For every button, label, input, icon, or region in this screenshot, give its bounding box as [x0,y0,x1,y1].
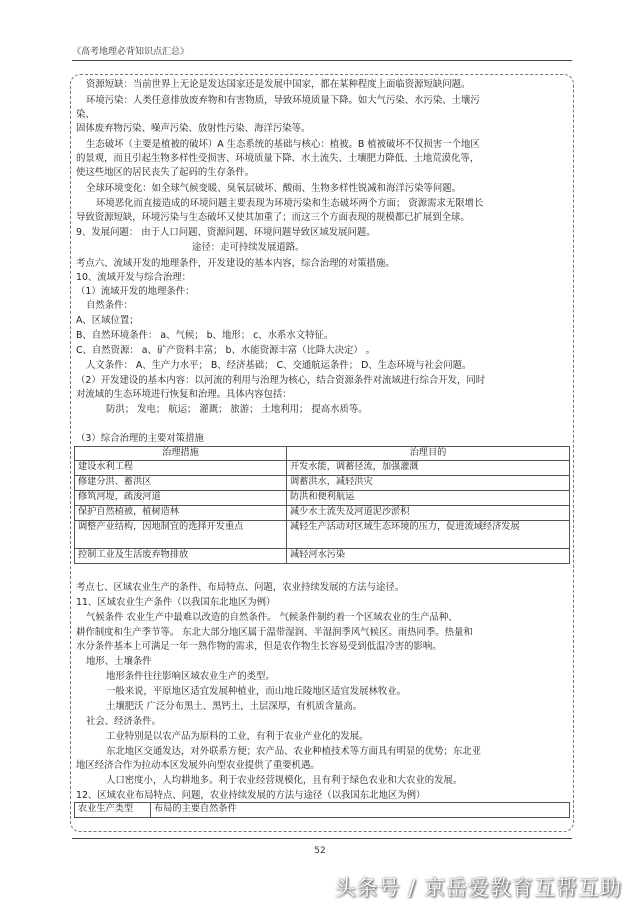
text-line: 水分条件基本上可满足一年一熟作物的需求，但是农作物生长容易受到低温冷害的影响。 [76,641,442,652]
text-line: 环境恶化而直接造成的环境问题主要表现为环境污染和生态破坏两个方面； 资源需求无限增长 [96,198,484,209]
table-header-cell: 治理目的 [287,447,570,461]
text-line: 工业特别是以农产品为原料的工业，有利于农业产业化的发展。 [106,731,369,742]
text-line: 耕作制度和生产季节等。 东北大部分地区属于温带湿润、半湿润季风气候区。雨热同季。热量和 [76,627,473,638]
document-header-title: 《高考地理必背知识点汇总》 [72,47,190,57]
text-line: 9、发展问题： 由于人口问题、资源问题、环境问题导致区域发展问题。 [76,227,376,238]
text-line: 固体废弃物污染、噪声污染、放射性污染、海洋污染等。 [76,123,311,134]
table-cell: 开发水能，调蓄径流，加强灌溉 [287,461,570,476]
header-rule [72,60,572,61]
table-cell: 调蓄洪水，减轻洪灾 [287,476,570,491]
text-line: 人文条件： A、生产力水平； B、经济基础； C、交通航运条件； D、生态环境与社会问题。 [86,360,472,371]
measures-table [74,446,570,564]
text-line: 全球环境变化：如全球气候变暖、臭氧层破坏、酸雨、生物多样性锐减和海洋污染等问题。 [86,183,462,194]
text-line: 自然条件： [86,300,133,311]
text-line: 使这些地区的居民丧失了起码的生存条件。 [76,167,255,178]
table-row [75,491,570,506]
text-line: 一般来说，平原地区适宜发展种植业，而山地丘陵地区适宜发展林牧业。 [106,686,407,697]
table-header-cell: 农业生产类型 [75,803,151,818]
text-line: 东北地区交通发达，对外联系方便；农产品、农业种植技术等方面具有明显的优势；东北亚 [106,746,482,757]
watermark: 头条号 / 京岳爱教育互帮互助 [334,876,622,900]
table-cell: 减少水土流失及河道泥沙淤积 [287,506,570,521]
table-header-cell: 治理措施 [75,447,287,461]
table-cell: 调整产业结构，因地制宜的选择开发重点 [75,521,287,549]
text-line: 10、流域开发与综合治理： [76,272,192,283]
text-line: 资源短缺：当前世界上无论是发达国家还是发展中国家，都在某种程度上面临资源短缺问题。 [86,79,471,90]
text-line: 染、 [76,109,95,120]
table-row [75,549,570,564]
text-line: 环境污染：人类任意排放废弃物和有害物质，导致环境质量下降。如大气污染、水污染、土壤污 [86,95,480,106]
table-row [75,461,570,476]
text-line: 考点七、区域农业生产的条件、布局特点、问题，农业持续发展的方法与途径。 [76,582,405,593]
table-cell: 减轻生产活动对区域生态环境的压力，促进流域经济发展 [287,521,570,549]
table-row [75,521,570,549]
text-line: 人口密度小，人均耕地多。利于农业经营规模化，且有利于绿色农业和大农业的发展。 [106,775,463,786]
text-line: 12、区域农业布局特点、问题，农业持续发展的方法与途径（以我国东北地区为例） [76,790,426,801]
text-line: C、自然资源： a、矿产资料丰富； b、水能资源丰富（比降大决定） 。 [76,345,376,356]
text-line: 的景观，而且引起生物多样性受损害、环境质量下降、水土流失、土壤肥力降低、土地荒漠化等， [76,153,480,164]
text-line: 地形、土壤条件 [86,656,152,667]
text-line: 对流域的生态环境进行恢复和治理。具体内容包括： [76,389,292,400]
table-cell: 建设水利工程 [75,461,287,476]
agri-table [74,802,570,818]
text-line: 11、区域农业生产条件（以我国东北地区为例） [76,597,276,608]
text-line: 防洪； 发电； 航运； 灌溉； 旅游； 土地利用； 提高水质等。 [106,404,368,415]
table-header-row [75,447,570,461]
table-row [75,506,570,521]
text-line: 地形条件往往影响区域农业生产的类型。 [106,671,275,682]
table-cell: 修筑河堤，疏浚河道 [75,491,287,506]
text-line: B、自然环境条件： a、气候； b、地形； c、水系水文特征。 [76,330,334,341]
page-number: 52 [314,846,326,856]
text-line: 气候条件 农业生产中最难以改造的自然条件。 气候条件制约着一个区域农业的生产品种、 [86,612,458,623]
table-cell: 减轻河水污染 [287,549,570,564]
footer-rule [72,838,572,839]
table-cell: 修建分洪、蓄洪区 [75,476,287,491]
table-cell: 控制工业及生活废弃物排放 [75,549,287,564]
text-line: A、区域位置； [76,315,139,326]
text-line: （2）开发建设的基本内容：以河流的利用与治理为核心，结合资源条件对流域进行综合开发，同时 [76,375,486,386]
table-cell: 防洪和便利航运 [287,491,570,506]
table-row [75,476,570,491]
text-line: （1）流域开发的地理条件： [76,286,195,297]
table-header-row [75,803,570,818]
text-line: 途径：走可持续发展道路。 [192,242,305,253]
text-line: 考点六、流域开发的地理条件，开发建设的基本内容，综合治理的对策措施。 [76,258,395,269]
table-header-cell: 布局的主要自然条件 [151,803,570,818]
text-line: 生态破坏（主要是植被的破坏）A 生态系统的基础与核心：植被。B 植被破坏不仅损害一个地区 [86,139,480,150]
text-line: 导致资源短缺，环境污染与生态破坏又使其加重了；而这三个方面表现的规模都已扩展到全球。 [76,212,470,223]
table-cell: 保护自然植被，植树造林 [75,506,287,521]
text-line: 地区经济合作为拉动本区发展外向型农业提供了重要机遇。 [76,760,320,771]
text-line: 社会、经济条件。 [86,716,162,727]
text-line: 土壤肥沃 广泛分布黑土、黑钙土，土层深厚，有机质含量高。 [106,701,363,712]
text-line: （3）综合治理的主要对策措施 [76,433,204,444]
